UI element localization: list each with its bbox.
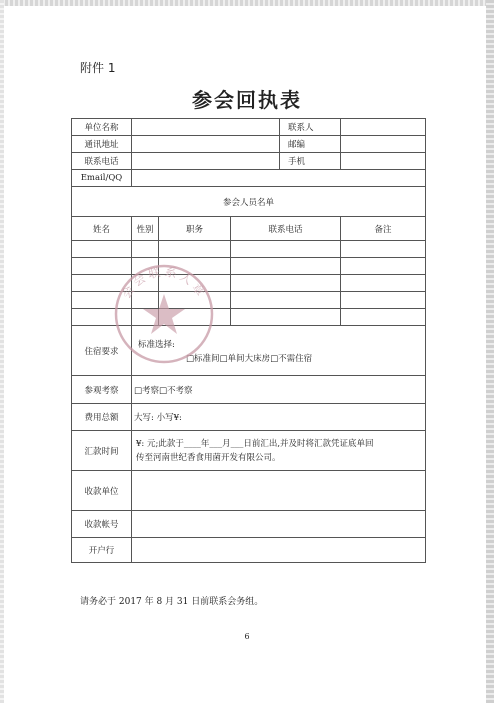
row-email [72, 170, 426, 187]
row-account-no [72, 511, 426, 538]
row-bank [72, 538, 426, 563]
attendee-phone-cell[interactable] [231, 292, 341, 309]
page-edge-top [0, 0, 494, 6]
attendee-name-cell[interactable] [72, 292, 132, 309]
attendee-phone-cell[interactable] [231, 241, 341, 258]
deadline-note: 请务必于 2017 年 8 月 31 日前联系会务组。 [80, 597, 264, 607]
page-title: 参会回执表 [192, 88, 302, 112]
unit-name-field[interactable] [132, 119, 280, 136]
attendee-remark-cell[interactable] [341, 275, 426, 292]
postcode-label: 邮编 [280, 136, 341, 153]
attendee-position-cell[interactable] [159, 309, 231, 326]
row-remit-time [72, 431, 426, 471]
header-phone: 联系电话 [231, 217, 341, 241]
bank-label: 开户行 [72, 538, 132, 563]
table-row [72, 309, 426, 326]
remit-time-field[interactable] [132, 431, 426, 471]
row-unit-name [72, 119, 426, 136]
phone-field[interactable] [132, 153, 280, 170]
registration-form-table [71, 118, 426, 563]
attendee-remark-cell[interactable] [341, 292, 426, 309]
attendee-gender-cell[interactable] [132, 309, 159, 326]
attendee-name-cell[interactable] [72, 241, 132, 258]
header-position: 职务 [159, 217, 231, 241]
row-payee-unit [72, 471, 426, 511]
svg-text:会会联系人章: 会会联系人章 [118, 264, 210, 302]
attendee-name-cell[interactable] [72, 309, 132, 326]
remit-text-line1: ¥: 元;此款于____年___月___日前汇出,并及时将汇款凭证底单回 [136, 438, 374, 449]
phone-label: 联系电话 [72, 153, 132, 170]
visit-options[interactable]: □考察□不考察 [132, 376, 426, 404]
row-accommodation [72, 326, 426, 376]
attendee-remark-cell[interactable] [341, 309, 426, 326]
mobile-field[interactable] [341, 153, 426, 170]
attachment-label: 附件 1 [80, 61, 116, 75]
accommodation-label: 住宿要求 [72, 326, 132, 376]
attendee-position-cell[interactable] [159, 258, 231, 275]
page-number: 6 [244, 632, 250, 641]
attendee-gender-cell[interactable] [132, 275, 159, 292]
table-row [72, 258, 426, 275]
row-attendee-headers [72, 217, 426, 241]
contact-person-field[interactable] [341, 119, 426, 136]
attendee-position-cell[interactable] [159, 292, 231, 309]
total-fee-label: 费用总额 [72, 404, 132, 431]
accommodation-standard-label: 标准选择: [138, 339, 175, 350]
bank-field[interactable] [132, 538, 426, 563]
remit-text-line2: 传至河南世纪香食用菌开发有限公司。 [136, 452, 281, 463]
row-attendee-title [72, 187, 426, 217]
row-visit [72, 376, 426, 404]
unit-name-label: 单位名称 [72, 119, 132, 136]
accommodation-options[interactable]: □标准间□单间大床房□不需住宿 [186, 353, 313, 364]
payee-unit-label: 收款单位 [72, 471, 132, 511]
attendee-name-cell[interactable] [72, 275, 132, 292]
visit-label: 参观考察 [72, 376, 132, 404]
attendee-position-cell[interactable] [159, 241, 231, 258]
email-label: Email/QQ [72, 170, 132, 187]
total-fee-field[interactable]: 大写: 小写¥: [132, 404, 426, 431]
attendee-phone-cell[interactable] [231, 309, 341, 326]
attendee-gender-cell[interactable] [132, 241, 159, 258]
row-total-fee [72, 404, 426, 431]
postcode-field[interactable] [341, 136, 426, 153]
attendee-name-cell[interactable] [72, 258, 132, 275]
email-field[interactable] [132, 170, 426, 187]
mobile-label: 手机 [280, 153, 341, 170]
accommodation-field[interactable] [132, 326, 426, 376]
attendee-gender-cell[interactable] [132, 292, 159, 309]
row-address [72, 136, 426, 153]
account-no-label: 收款帐号 [72, 511, 132, 538]
attendee-gender-cell[interactable] [132, 258, 159, 275]
payee-unit-field[interactable] [132, 471, 426, 511]
attendee-remark-cell[interactable] [341, 258, 426, 275]
header-remark: 备注 [341, 217, 426, 241]
remit-time-label: 汇款时间 [72, 431, 132, 471]
header-name: 姓名 [72, 217, 132, 241]
attendee-phone-cell[interactable] [231, 275, 341, 292]
attendee-phone-cell[interactable] [231, 258, 341, 275]
address-field[interactable] [132, 136, 280, 153]
table-row [72, 275, 426, 292]
table-row [72, 292, 426, 309]
row-phone [72, 153, 426, 170]
attendee-remark-cell[interactable] [341, 241, 426, 258]
address-label: 通讯地址 [72, 136, 132, 153]
contact-person-label: 联系人 [280, 119, 341, 136]
attendee-list-title: 参会人员名单 [72, 187, 426, 217]
account-no-field[interactable] [132, 511, 426, 538]
table-row [72, 241, 426, 258]
attendee-position-cell[interactable] [159, 275, 231, 292]
header-gender: 性别 [132, 217, 159, 241]
